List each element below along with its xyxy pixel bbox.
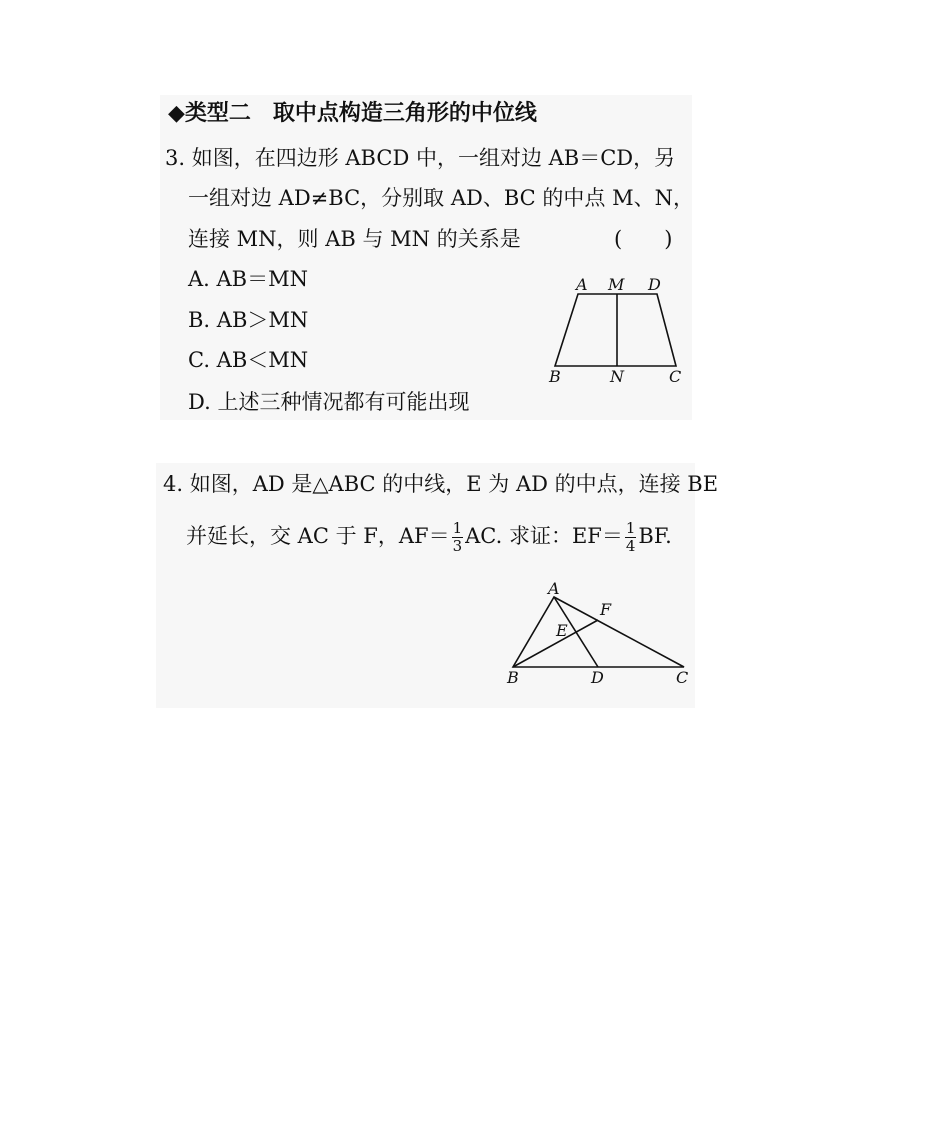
label-b: B [549, 367, 561, 386]
triangle-abc [513, 597, 684, 667]
q3-option-a: A. AB＝MN [188, 267, 308, 291]
label-n: N [610, 367, 624, 386]
label-a: A [548, 579, 560, 598]
q4-line-1: 4. 如图，AD 是△ABC 的中线，E 为 AD 的中点，连接 BE [163, 472, 719, 496]
label-c: C [676, 668, 689, 687]
q3-answer-paren: ( ) [614, 227, 673, 251]
q3-option-b: B. AB＞MN [188, 308, 309, 332]
section-heading: ◆类型二 取中点构造三角形的中位线 [168, 101, 537, 126]
q3-line-2: 一组对边 AD≠BC，分别取 AD、BC 的中点 M、N， [188, 186, 694, 210]
label-m: M [608, 275, 625, 294]
fraction-one-quarter: $\frac{1}{4}$ [625, 518, 636, 555]
q4-line-2-part-a: 并延长，交 AC 于 F，AF＝ [186, 524, 450, 548]
q4-line-2-part-b: AC. 求证：EF＝ [465, 524, 623, 548]
q3-line-1: 3. 如图，在四边形 ABCD 中，一组对边 AB＝CD，另 [165, 146, 676, 170]
label-f: F [600, 600, 612, 619]
q3-option-d: D. 上述三种情况都有可能出现 [188, 390, 470, 414]
label-b: B [507, 668, 519, 687]
label-c: C [669, 367, 682, 386]
label-d: D [591, 668, 604, 687]
label-e: E [556, 621, 568, 640]
q3-option-c: C. AB＜MN [188, 348, 309, 372]
fraction-one-third: $\frac{1}{3}$ [452, 518, 463, 555]
q4-line-2-part-c: BF. [638, 524, 672, 548]
q3-line-3: 连接 MN，则 AB 与 MN 的关系是 [188, 227, 521, 251]
label-d: D [648, 275, 661, 294]
label-a: A [576, 275, 588, 294]
